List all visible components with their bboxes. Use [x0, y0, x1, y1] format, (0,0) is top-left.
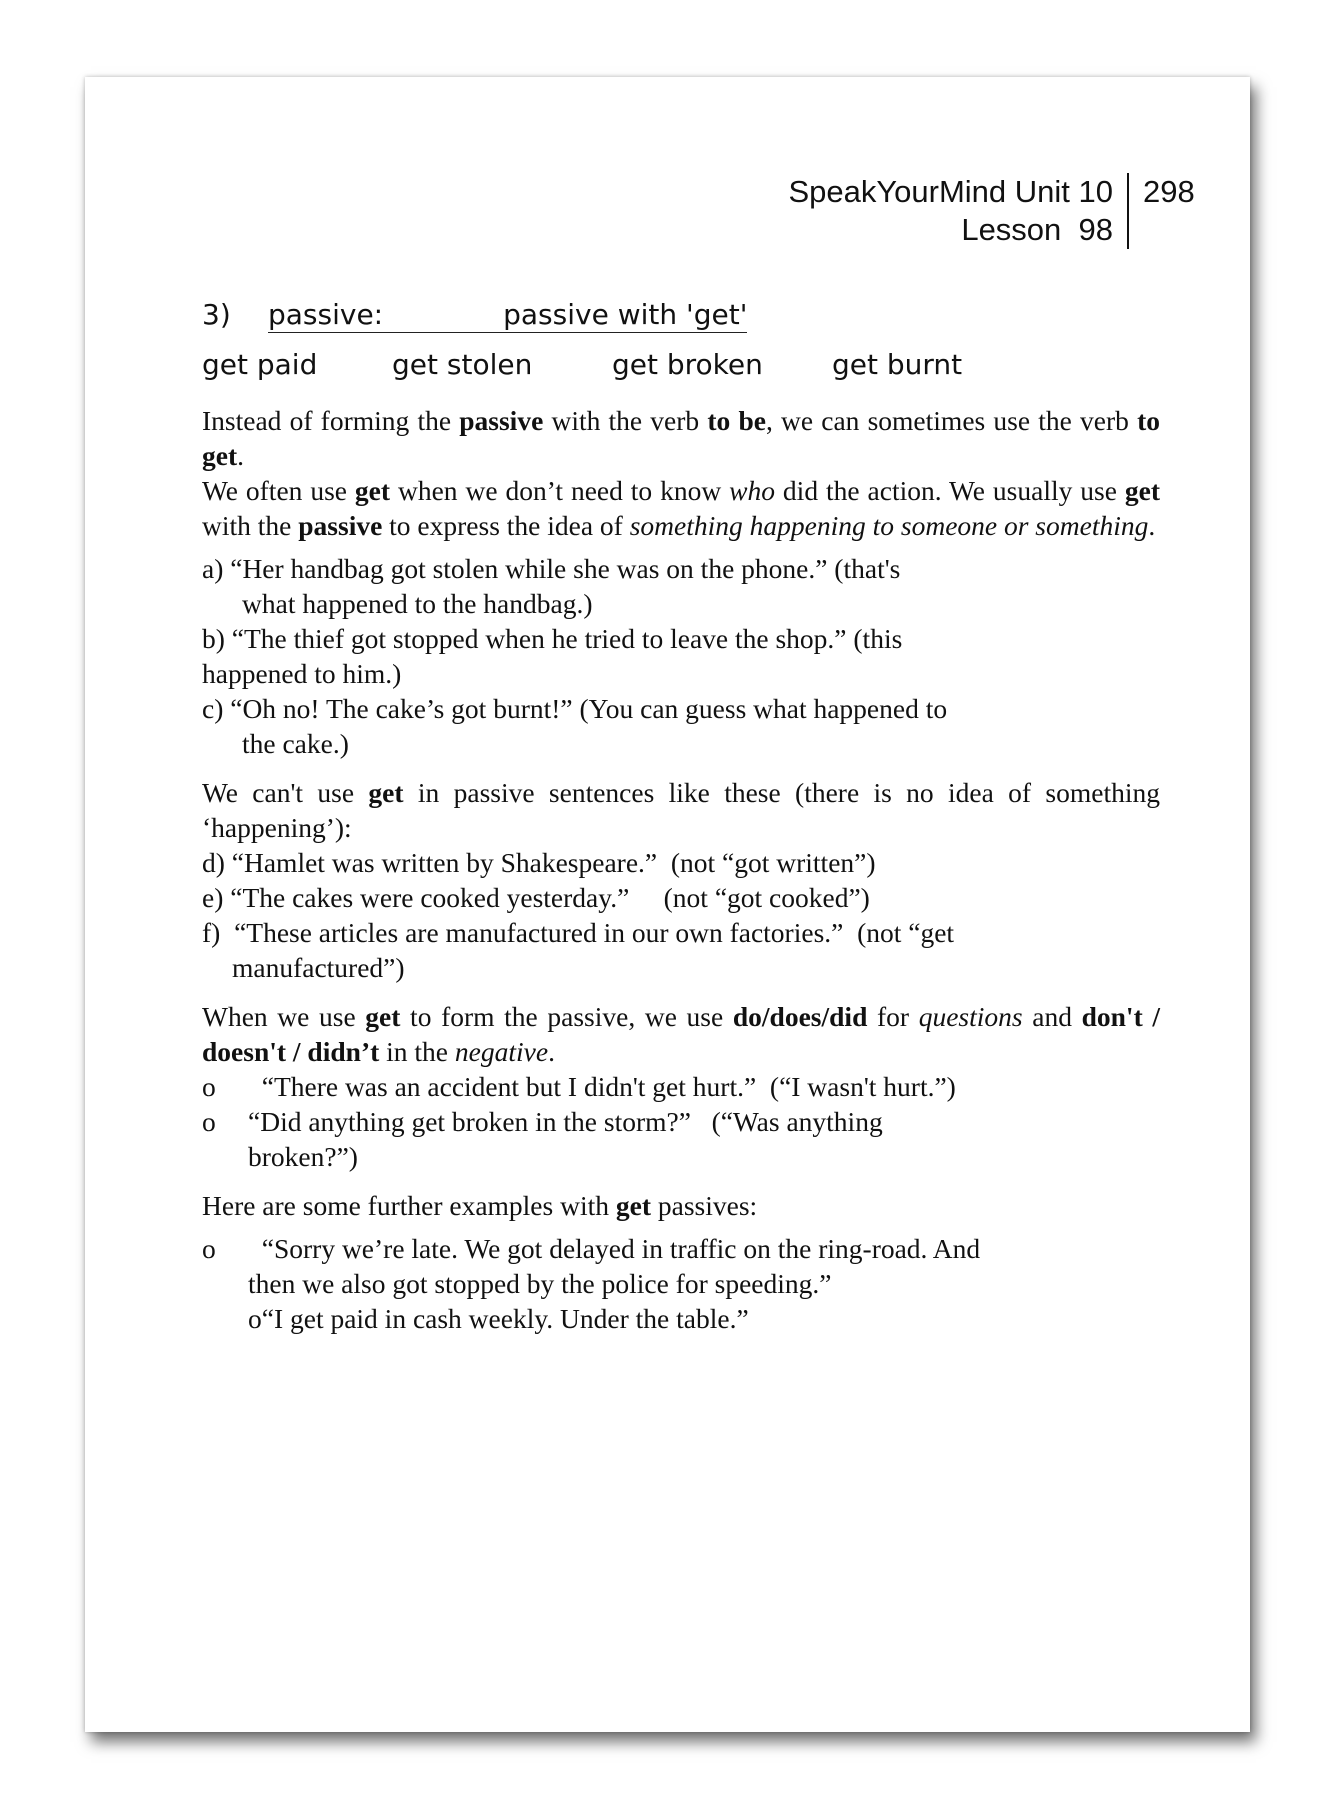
cannot-examples — [202, 845, 1160, 985]
list-item: o “There was an accident but I didn't get hurt.” (“I wasn't hurt.”) — [202, 1071, 956, 1102]
document-page — [85, 77, 1250, 1732]
bullet-marker: o — [202, 1106, 216, 1137]
intro-paragraph-2: We often use get when we don’t need to know who did the action. We usually use get with the passive to express the idea of something happening to someone or something. — [202, 475, 1160, 541]
get-passive-examples — [202, 551, 1160, 761]
intro-paragraph-1: Instead of forming the passive with the verb to be, we can sometimes use the verb to get. — [202, 405, 1160, 471]
section-heading — [202, 297, 1160, 333]
example-d: d) “Hamlet was written by Shakespeare.” (not “got written”) — [202, 847, 876, 878]
example-b-line2: happened to him.) — [202, 658, 402, 689]
example-item: get broken — [612, 348, 763, 381]
header-title: SpeakYourMind Unit 10 — [788, 174, 1113, 209]
example-f-line1: f) “These articles are manufactured in our own factories.” (not “get — [202, 917, 955, 948]
section-label-underlined — [268, 300, 747, 333]
page-body — [202, 297, 1160, 1336]
example-f-line2: manufactured”) — [232, 952, 405, 983]
page-number: 298 — [1143, 174, 1195, 209]
example-item: get paid — [202, 348, 318, 381]
question-examples — [202, 1069, 1160, 1174]
get-examples — [202, 347, 1160, 383]
example-e: e) “The cakes were cooked yesterday.” (not “got cooked”) — [202, 882, 870, 913]
example-a-line2: what happened to the handbag.) — [242, 588, 593, 619]
further-examples-intro: Here are some further examples with get passives: — [202, 1190, 758, 1221]
list-item-nested: o“I get paid in cash weekly. Under the table.” — [248, 1303, 749, 1334]
example-b-line1: b) “The thief got stopped when he tried to leave the shop.” (this — [202, 623, 903, 654]
running-header — [788, 173, 1129, 249]
section-label: passive: — [268, 298, 384, 331]
header-lesson: Lesson 98 — [961, 212, 1113, 247]
section-number: 3) — [202, 298, 231, 331]
example-item: get stolen — [392, 348, 533, 381]
example-a-line1: a) “Her handbag got stolen while she was on the phone.” (that's — [202, 553, 901, 584]
example-item: get burnt — [832, 348, 963, 381]
list-item: o “Did anything get broken in the storm?” (“Was anything — [202, 1106, 883, 1137]
bullet-marker: o — [202, 1071, 216, 1102]
example-c-line1: c) “Oh no! The cake’s got burnt!” (You can guess what happened to — [202, 693, 948, 724]
list-item: o “Sorry we’re late. We got delayed in traffic on the ring-road. And — [202, 1233, 981, 1264]
list-item-continuation: broken?”) — [248, 1141, 358, 1172]
questions-paragraph: When we use get to form the passive, we use do/does/did for questions and don't / doesn't / didn’t in the negative. — [202, 1001, 1161, 1067]
list-item-continuation: then we also got stopped by the police for speeding.” — [248, 1268, 832, 1299]
example-c-line2: the cake.) — [242, 728, 349, 759]
section-label-get: passive with 'get' — [503, 298, 748, 331]
further-examples — [202, 1231, 1160, 1336]
cannot-use-paragraph: We can't use get in passive sentences like these (there is no idea of something ‘happening’): — [202, 777, 1161, 843]
bullet-marker: o — [202, 1233, 216, 1264]
